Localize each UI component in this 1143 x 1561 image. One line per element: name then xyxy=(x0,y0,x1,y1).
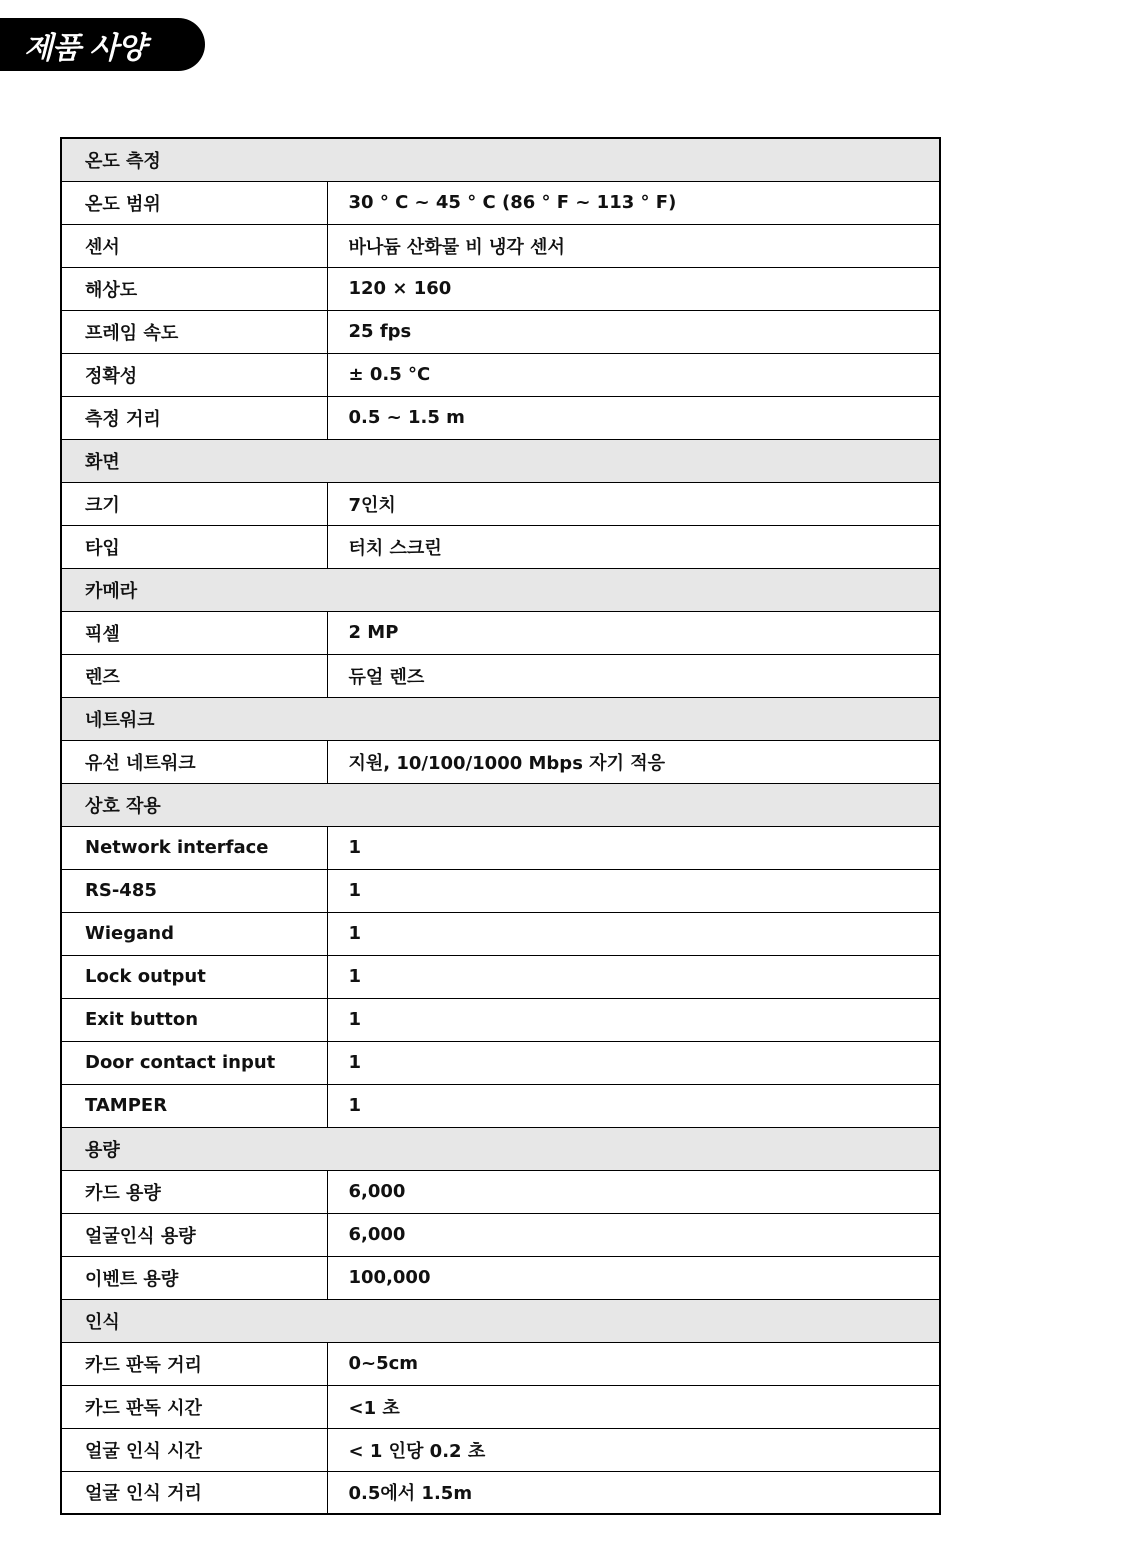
spec-value: < 1 인당 0.2 초 xyxy=(327,1428,940,1471)
page-title-tab xyxy=(0,18,205,71)
spec-label: Exit button xyxy=(61,998,327,1041)
section-header-row xyxy=(61,1127,940,1170)
spec-label: 카드 용량 xyxy=(61,1170,327,1213)
table-row xyxy=(61,1471,940,1514)
table-row xyxy=(61,998,940,1041)
spec-label: Lock output xyxy=(61,955,327,998)
spec-table xyxy=(60,137,941,1515)
section-header-row xyxy=(61,1299,940,1342)
section-heading: 상호 작용 xyxy=(61,783,940,826)
spec-label: 유선 네트워크 xyxy=(61,740,327,783)
table-row xyxy=(61,740,940,783)
table-row xyxy=(61,1084,940,1127)
table-row xyxy=(61,1385,940,1428)
section-header-row xyxy=(61,138,940,181)
page-title: 제품 사양 xyxy=(24,30,146,66)
spec-value: 0~5cm xyxy=(327,1342,940,1385)
spec-value: 120 × 160 xyxy=(327,267,940,310)
section-heading: 인식 xyxy=(61,1299,940,1342)
table-row xyxy=(61,482,940,525)
spec-value: 지원, 10/100/1000 Mbps 자기 적응 xyxy=(327,740,940,783)
spec-label: 측정 거리 xyxy=(61,396,327,439)
spec-value: 2 MP xyxy=(327,611,940,654)
spec-value: 듀얼 렌즈 xyxy=(327,654,940,697)
table-row xyxy=(61,525,940,568)
table-row xyxy=(61,267,940,310)
spec-label: 크기 xyxy=(61,482,327,525)
spec-value: 1 xyxy=(327,1041,940,1084)
spec-value: 100,000 xyxy=(327,1256,940,1299)
spec-label: 카드 판독 거리 xyxy=(61,1342,327,1385)
table-row xyxy=(61,353,940,396)
table-row xyxy=(61,869,940,912)
spec-value: 1 xyxy=(327,998,940,1041)
spec-label: 렌즈 xyxy=(61,654,327,697)
spec-table-body xyxy=(61,138,940,1514)
table-row xyxy=(61,912,940,955)
table-row xyxy=(61,611,940,654)
section-header-row xyxy=(61,439,940,482)
table-row xyxy=(61,1041,940,1084)
spec-label: 픽셀 xyxy=(61,611,327,654)
table-row xyxy=(61,1428,940,1471)
table-row xyxy=(61,654,940,697)
spec-value: 바나듐 산화물 비 냉각 센서 xyxy=(327,224,940,267)
spec-value: 1 xyxy=(327,869,940,912)
spec-value: 1 xyxy=(327,912,940,955)
spec-value: 30 ° C ~ 45 ° C (86 ° F ~ 113 ° F) xyxy=(327,181,940,224)
spec-value: 1 xyxy=(327,1084,940,1127)
section-heading: 용량 xyxy=(61,1127,940,1170)
spec-label: 해상도 xyxy=(61,267,327,310)
table-row xyxy=(61,955,940,998)
spec-label: 타입 xyxy=(61,525,327,568)
spec-value: 6,000 xyxy=(327,1213,940,1256)
spec-value: 0.5 ~ 1.5 m xyxy=(327,396,940,439)
spec-value: 25 fps xyxy=(327,310,940,353)
spec-value: ± 0.5 °C xyxy=(327,353,940,396)
table-row xyxy=(61,1256,940,1299)
spec-label: Wiegand xyxy=(61,912,327,955)
table-row xyxy=(61,1213,940,1256)
table-row xyxy=(61,224,940,267)
spec-value: 0.5에서 1.5m xyxy=(327,1471,940,1514)
spec-value: 터치 스크린 xyxy=(327,525,940,568)
table-row xyxy=(61,181,940,224)
spec-label: 얼굴 인식 시간 xyxy=(61,1428,327,1471)
section-header-row xyxy=(61,783,940,826)
spec-label: 이벤트 용량 xyxy=(61,1256,327,1299)
section-heading: 카메라 xyxy=(61,568,940,611)
spec-label: RS-485 xyxy=(61,869,327,912)
spec-label: Door contact input xyxy=(61,1041,327,1084)
spec-value: 7인치 xyxy=(327,482,940,525)
section-heading: 네트워크 xyxy=(61,697,940,740)
table-row xyxy=(61,826,940,869)
spec-label: 센서 xyxy=(61,224,327,267)
spec-label: 카드 판독 시간 xyxy=(61,1385,327,1428)
spec-value: 1 xyxy=(327,955,940,998)
table-row xyxy=(61,396,940,439)
spec-label: 얼굴 인식 거리 xyxy=(61,1471,327,1514)
spec-label: 프레임 속도 xyxy=(61,310,327,353)
spec-value: <1 초 xyxy=(327,1385,940,1428)
spec-value: 6,000 xyxy=(327,1170,940,1213)
spec-label: 온도 범위 xyxy=(61,181,327,224)
spec-label: 얼굴인식 용량 xyxy=(61,1213,327,1256)
table-row xyxy=(61,1170,940,1213)
spec-value: 1 xyxy=(327,826,940,869)
spec-label: 정확성 xyxy=(61,353,327,396)
table-row xyxy=(61,310,940,353)
table-row xyxy=(61,1342,940,1385)
section-header-row xyxy=(61,697,940,740)
section-heading: 화면 xyxy=(61,439,940,482)
spec-label: TAMPER xyxy=(61,1084,327,1127)
section-header-row xyxy=(61,568,940,611)
section-heading: 온도 측정 xyxy=(61,138,940,181)
spec-label: Network interface xyxy=(61,826,327,869)
